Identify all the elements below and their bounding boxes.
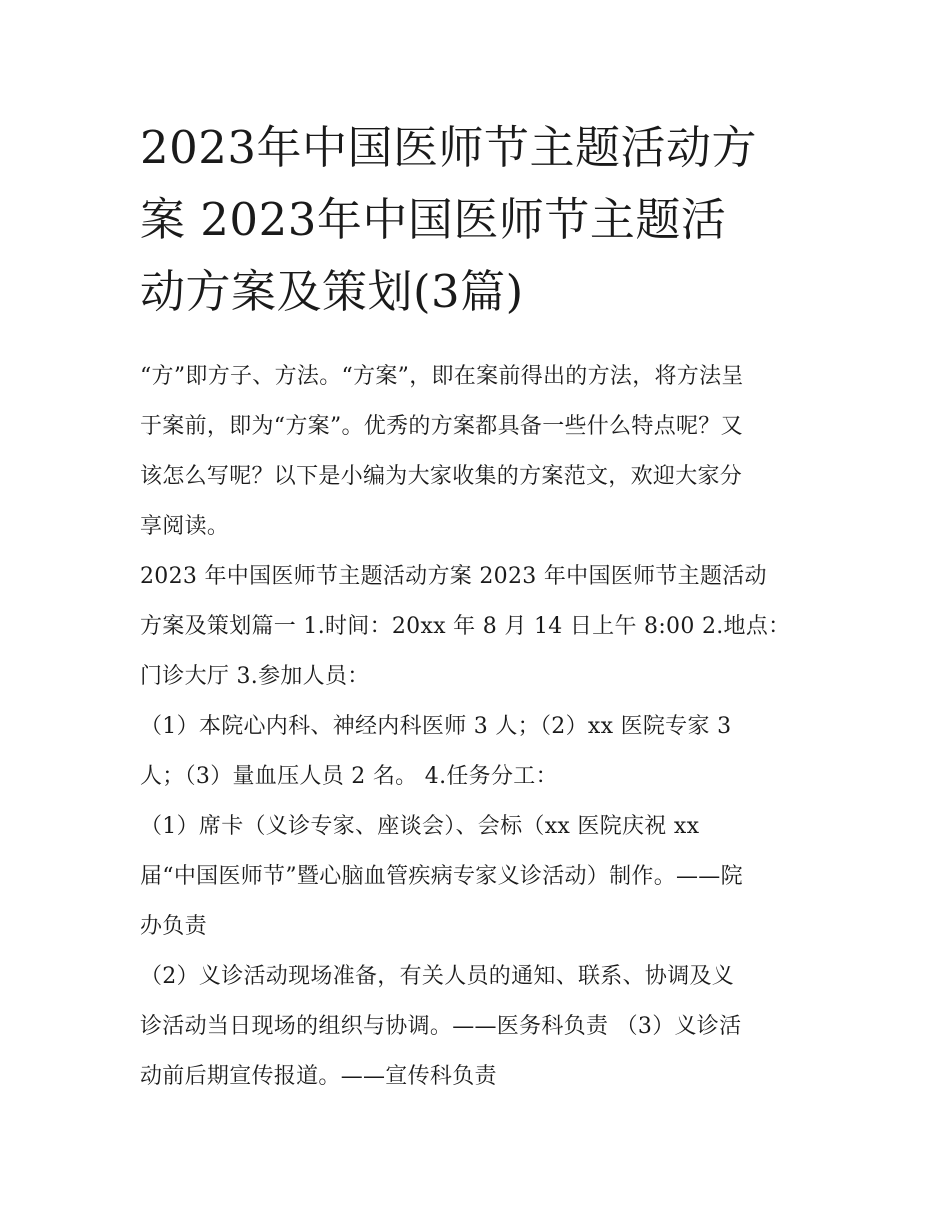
section-line-2: 方案及策划篇一 1.时间：20xx 年 8 月 14 日上午 8:00 2.地点： [140, 614, 791, 639]
intro-line-3: 该怎么写呢？以下是小编为大家收集的方案范文，欢迎大家分 [140, 464, 743, 489]
intro-line-2: 于案前，即为“方案”。优秀的方案都具备一些什么特点呢？又 [140, 414, 743, 439]
staff-line-1: （1）本院心内科、神经内科医师 3 人；（2）xx 医院专家 3 [140, 714, 732, 739]
task-1-paragraph [140, 802, 812, 952]
intro-paragraph [140, 352, 812, 552]
title-line-1: 2023年中国医师节主题活动方 [140, 121, 758, 174]
section-heading-paragraph [140, 552, 812, 702]
staff-paragraph [140, 702, 812, 802]
staff-line-2: 人；（3）量血压人员 2 名。 4.任务分工： [140, 764, 558, 789]
task2-line-2: 诊活动当日现场的组织与协调。——医务科负责 （3）义诊活 [140, 1014, 742, 1039]
intro-line-4: 享阅读。 [140, 514, 230, 539]
title-line-3: 动方案及策划(3篇) [140, 265, 524, 318]
task1-line-3: 办负责 [140, 914, 207, 939]
section-line-1: 2023 年中国医师节主题活动方案 2023 年中国医师节主题活动 [140, 564, 767, 589]
title-line-2: 案 2023年中国医师节主题活 [140, 193, 727, 246]
document-title [140, 112, 812, 328]
task2-line-1: （2）义诊活动现场准备，有关人员的通知、联系、协调及义 [140, 964, 735, 989]
section-line-3: 门诊大厅 3.参加人员： [140, 664, 370, 689]
task1-line-2: 届“中国医师节”暨心脑血管疾病专家义诊活动）制作。——院 [140, 864, 743, 889]
document-page [140, 112, 812, 1102]
task-2-paragraph [140, 952, 812, 1102]
intro-line-1: “方”即方子、方法。“方案”，即在案前得出的方法，将方法呈 [140, 364, 744, 389]
task2-line-3: 动前后期宣传报道。——宣传科负责 [140, 1064, 497, 1089]
task1-line-1: （1）席卡（义诊专家、座谈会）、会标（xx 医院庆祝 xx [140, 814, 700, 839]
